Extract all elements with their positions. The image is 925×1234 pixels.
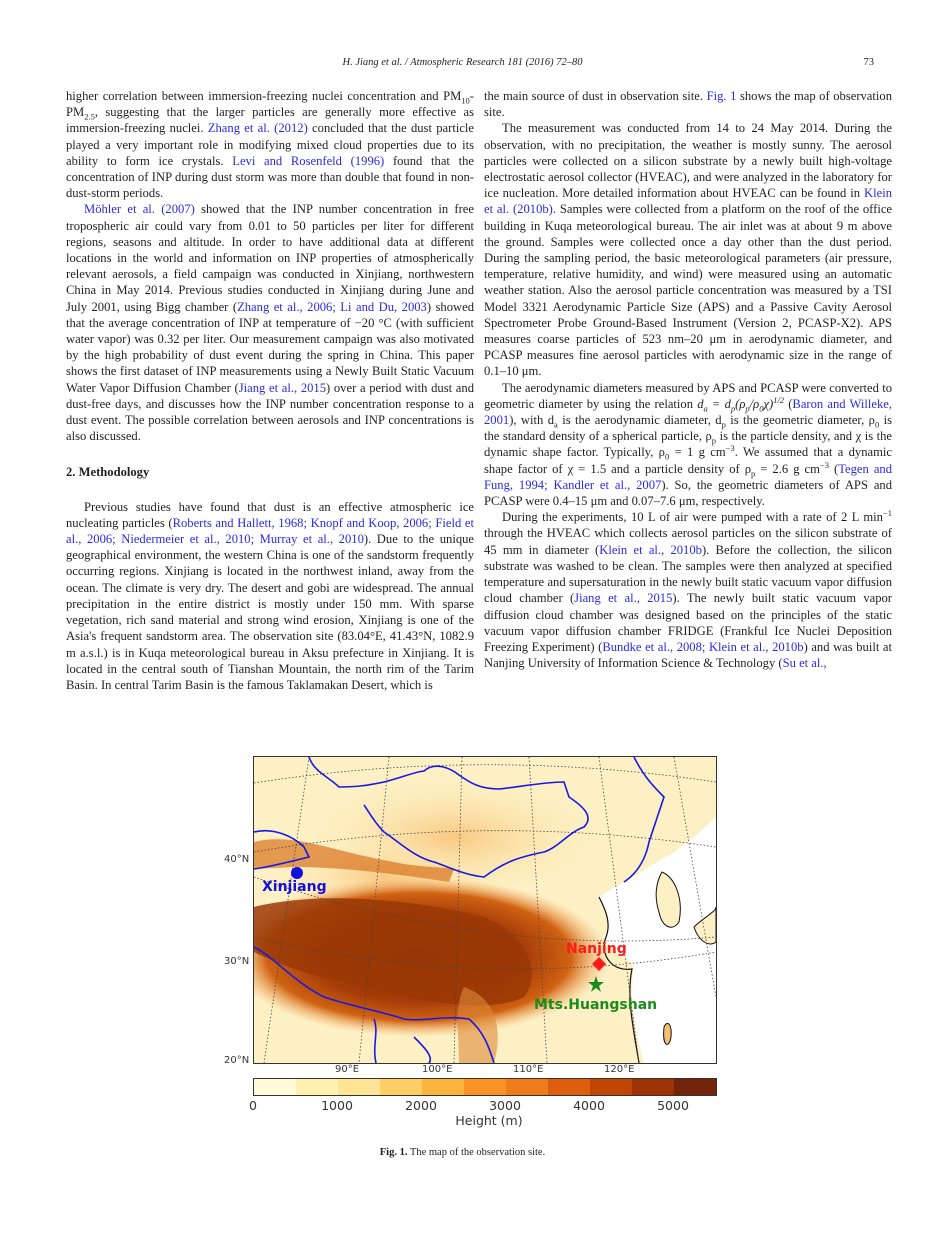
citation-link[interactable]: Levi and Rosenfeld (1996)	[232, 153, 385, 168]
paragraph: the main source of dust in observation site. Fig. 1 shows the map of observation site.	[484, 89, 892, 120]
lon-label: 90°E	[335, 1064, 360, 1075]
lon-label: 120°E	[604, 1064, 635, 1075]
paragraph: The aerodynamic diameters measured by APS and PCASP were converted to geometric diameter by using the relation $d_a = d_p(\rho_p/\rho_0\chi)^{1/2}$ (Baron and Willeke, 2001), with $d_a$ is the aerodynamic diameter, $d_p$ is the geometric diameter, $\rho_0$ is the standard density of a spherical particle, $\rho_p$ is the particle density, and χ is the dynamic shape factor. Typically, $\rho_0 = 1$ g $cm^{-3}$. We assumed that a dynamic shape factor of χ = 1.5 and a particle density of $\rho_p = 2.6$ g $cm^{-3}$ (Tegen and Fung, 1994; Kandler et al., 2007). So, the geometric diameters of APS and PCASP were 0.4–15 μm and 0.07–7.6 μm, respectively.	[484, 380, 893, 509]
running-head	[0, 57, 925, 73]
colorbar-swatch	[338, 1079, 380, 1095]
citation-link[interactable]: Bundke et al., 2008; Klein et al., 2010b	[602, 639, 804, 654]
section-heading: 2. Methodology	[66, 465, 150, 480]
colorbar-swatch	[464, 1079, 506, 1095]
citation-link[interactable]: Su et al.,	[782, 656, 827, 671]
citation-link[interactable]: Jiang et al., 2015	[238, 380, 327, 395]
colorbar-swatch	[296, 1079, 338, 1095]
colorbar-tick: 5000	[657, 1098, 689, 1113]
paragraph: The measurement was conducted from 14 to 24 May 2014. During the observation, with no precipitation, the weather is mostly sunny. The aerosol particles were collected on a silicon substrate by a newly built high-voltage electrostatic aerosol collector (HVEAC), and were analyzed in the laboratory for ice nucleation. More detailed information about HVEAC can be found in Klein et al. (2010b). Samples were collected from a platform on the roof of the office building in Kuqa meteorological bureau. The air inlet was at about 9 m above the ground. Samples were collected once a day other than the dust period. During the sampling period, the basic meteorological parameters (air pressure, temperature, relative humidity, and wind) were measured using an automatic weather station. Also the aerosol particle concentration was measured by a TSI Model 3321 Aerodynamic Particle Size (APS) and a Passive Cavity Aerosol Spectrometer Probe Ground-Based Instrument (Version 2, PCASP-X2). APS measures coarse particles of 523 nm–20 μm in aerodynamic diameter, and PCASP measures fine aerosol particles with aerodynamic size in the range of 0.1–10 μm.	[484, 121, 893, 379]
xinjiang-marker	[291, 867, 303, 879]
map-graphic	[254, 757, 716, 1063]
lon-label: 110°E	[513, 1064, 544, 1075]
lat-label: 40°N	[224, 854, 250, 865]
citation-link[interactable]: Zhang et al., 2006; Li and Du, 2003	[237, 299, 427, 314]
svg-text:Mts.Huangshan: Mts.Huangshan	[534, 997, 658, 1013]
citation-link[interactable]: Tegen and Fung, 1994; Kandler et al., 2007	[484, 461, 893, 492]
paragraph: higher correlation between immersion-freezing nuclei concentration and $PM_{10}-PM_{2.5}$, suggesting that the larger particles are generally more effective as immersion-freezing nuclei. Zhang et al. (2012) concluded that the dust particle played a very important role in modifying mixed cloud properties due to its ability to form ice crystals. Levi and Rosenfeld (1996) found that the concentration of INP during dust storm was more than double that found in non-dust-storm periods.	[66, 89, 474, 201]
elevation-map	[253, 756, 717, 1064]
citation-link[interactable]: Roberts and Hallett, 1968; Knopf and Koop, 2006; Field et al., 2006; Niedermeier et al., 2010; Murray et al., 2010	[66, 515, 474, 547]
svg-text:Nanjing: Nanjing	[566, 941, 627, 957]
lat-label: 20°N	[224, 1055, 250, 1066]
svg-text:Xinjiang: Xinjiang	[262, 879, 327, 895]
figure-caption	[0, 1147, 925, 1158]
paragraph: Möhler et al. (2007) showed that the INP number concentration in free tropospheric air could vary from 0.01 to 50 particles per liter for different regions, seasons and altitude. In order to have additional data at different locations in the world and information on INP properties of atmospherically relevant aerosols, a field campaign was conducted in Xinjiang, northwestern China in May 2014. Previous studies conducted in Xinjiang during June and July 2001, using Bigg chamber (Zhang et al., 2006; Li and Du, 2003) showed that the average concentration of INP at temperature of −20 °C (with sufficient water vapor) was 0.32 per liter. Our measurement campaign was also motivated by the high probability of dust event during the spring in China. This paper shows the first dataset of INP measurements using a Newly Built Static Vacuum Water Vapor Diffusion Chamber (Jiang et al., 2015) over a period with dust and dust-free days, and discusses how the INP number concentration response to a dust event. The possible correlation between aerosols and INP concentrations is also discussed.	[66, 202, 474, 444]
equation: $d_a = d_p(\rho_p/\rho_0\chi)^{1/2}$	[697, 394, 785, 414]
left-column	[66, 88, 474, 693]
colorbar-swatch	[548, 1079, 590, 1095]
colorbar-tick: 1000	[321, 1098, 353, 1113]
colorbar-swatch	[590, 1079, 632, 1095]
running-title: H. Jiang et al. / Atmospheric Research 181 (2016) 72–80	[342, 57, 583, 68]
colorbar	[253, 1078, 717, 1096]
colorbar-swatch	[506, 1079, 548, 1095]
colorbar-swatch	[422, 1079, 464, 1095]
figure-1	[215, 752, 725, 1132]
lon-label: 100°E	[422, 1064, 453, 1075]
citation-link[interactable]: Zhang et al. (2012)	[207, 121, 308, 136]
citation-link[interactable]: Möhler et al. (2007)	[84, 202, 195, 217]
colorbar-tick: 3000	[489, 1098, 521, 1113]
citation-link[interactable]: Jiang et al., 2015	[574, 591, 673, 606]
lat-label: 30°N	[224, 956, 250, 967]
colorbar-tick: 4000	[573, 1098, 605, 1113]
page-number: 73	[863, 57, 874, 68]
right-column	[484, 88, 892, 671]
colorbar-label: Height (m)	[455, 1113, 523, 1128]
citation-link[interactable]: Klein et al. (2010b)	[484, 186, 892, 217]
citation-link[interactable]: Baron and Willeke, 2001	[484, 396, 893, 428]
citation-link[interactable]: Klein et al., 2010b	[599, 542, 702, 557]
caption-text: The map of the observation site.	[407, 1147, 546, 1158]
paragraph: During the experiments, 10 L of air were pumped with a rate of 2 L $\min^{-1}$ through the HVEAC which collects aerosol particles on the silicon substrate of 45 mm in diameter (Klein et al., 2010b). Before the collection, the silicon substrate was washed to be clean. The samples were then analyzed at specified temperature and supersaturation in the newly built static vacuum vapor diffusion cloud chamber (Jiang et al., 2015). The newly built static vacuum vapor diffusion cloud chamber was designed based on the principles of the static vacuum vapor diffusion chamber FRIDGE (Frankful Ice Nuclei Deposition Freezing Experiment) (Bundke et al., 2008; Klein et al., 2010b) and was built at Nanjing University of Information Science & Technology (Su et al.,	[484, 508, 892, 671]
colorbar-swatch	[632, 1079, 674, 1095]
figure-link[interactable]: Fig. 1	[706, 89, 737, 103]
colorbar-swatch	[380, 1079, 422, 1095]
colorbar-swatch	[674, 1079, 716, 1095]
colorbar-tick: 2000	[405, 1098, 437, 1113]
caption-label: Fig. 1.	[379, 1147, 408, 1158]
paragraph: Previous studies have found that dust is an effective atmospheric ice nucleating particles (Roberts and Hallett, 1968; Knopf and Koop, 2006; Field et al., 2006; Niedermeier et al., 2010; Murray et al., 2010). Due to the unique geographical environment, the western China is one of the sandstorm frequently occurring regions. Xinjiang is located in the northwest inland, away from the ocean. The climate is very dry. The desert and gobi are widespread. The annual precipitation in the entire district is mostly under 150 mm. With sparse vegetation, rich sand material and strong wind erosion, Xinjiang is one of the Asia's frequent sandstorm area. The observation site (83.04°E, 41.43°N, 1082.9 m a.s.l.) is in Kuqa meteorological bureau in Aksu prefecture in Xinjiang. It is located in the central south of Tianshan Mountain, the north rim of the Tarim Basin. In central Tarim Basin is the famous Taklamakan Desert, which is	[66, 499, 474, 692]
colorbar-swatch	[254, 1079, 296, 1095]
colorbar-tick: 0	[249, 1098, 257, 1113]
